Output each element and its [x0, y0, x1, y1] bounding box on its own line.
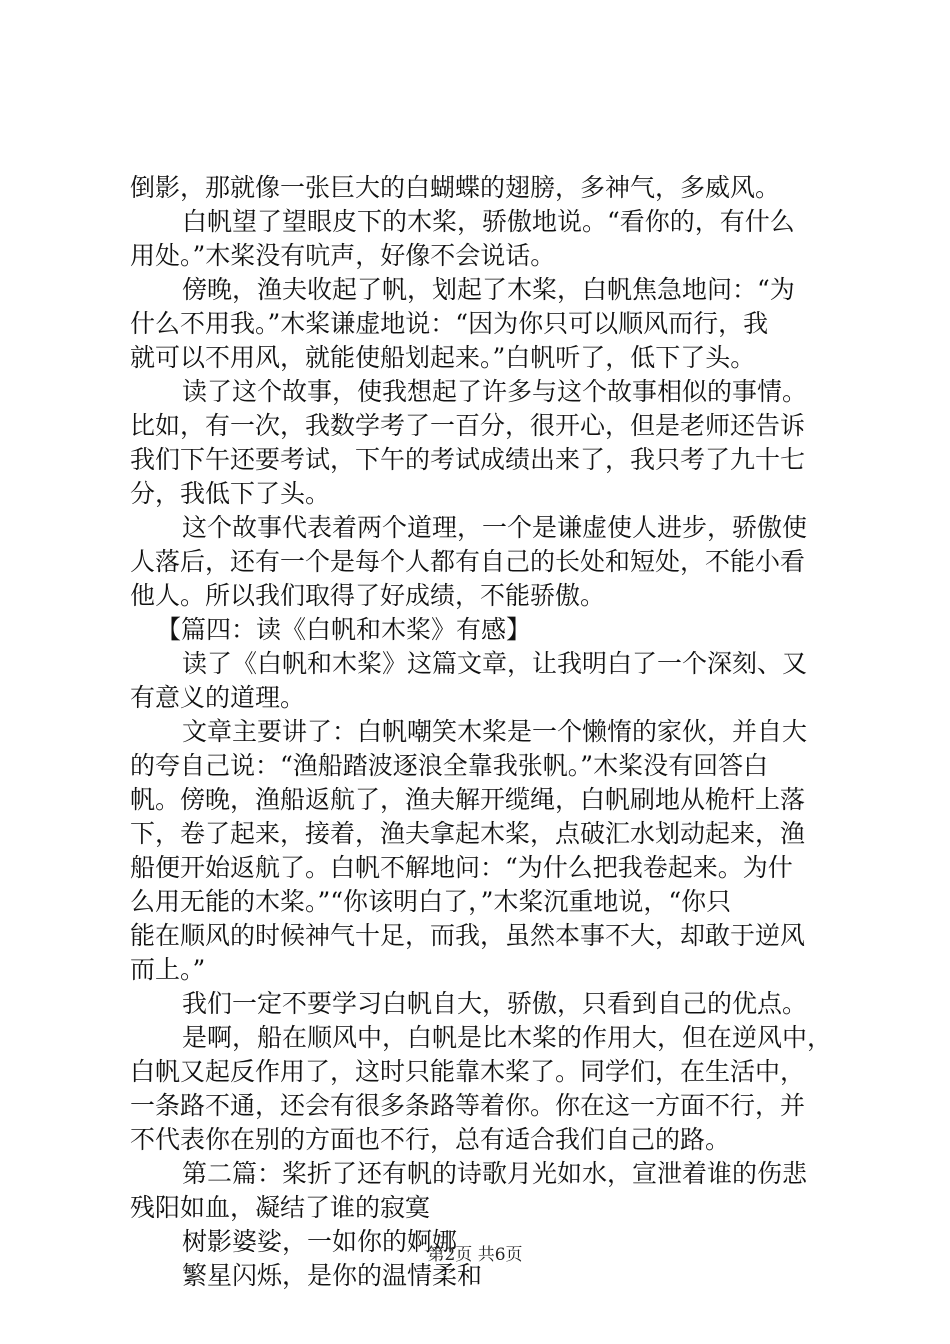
- text-line: 帆。傍晚，渔船返航了，渔夫解开缆绳，白帆刷地从桅杆上落: [130, 785, 806, 814]
- page-footer: 第2页 共6页: [427, 1245, 523, 1265]
- text-line: 我们一定不要学习白帆自大，骄傲，只看到自己的优点。: [182, 989, 808, 1018]
- text-line: 不代表你在别的方面也不行，总有适合我们自己的路。: [130, 1125, 731, 1154]
- text-line: 这个故事代表着两个道理，一个是谦虚使人进步，骄傲使: [182, 513, 808, 542]
- text-line: 人落后，还有一个是每个人都有自己的长处和短处，不能小看: [130, 547, 806, 576]
- text-line: 第二篇：桨折了还有帆的诗歌月光如水，宣泄着谁的伤悲: [182, 1159, 808, 1188]
- text-line: 用处。”木桨没有吭声，好像不会说话。: [130, 241, 556, 270]
- text-line: 什么不用我。”木桨谦虚地说：“因为你只可以顺风而行，我: [130, 309, 769, 338]
- text-line: 白帆又起反作用了，这时只能靠木桨了。同学们，在生活中，: [130, 1057, 806, 1086]
- text-line: 白帆望了望眼皮下的木桨，骄傲地说。“看你的，有什么: [182, 207, 795, 236]
- text-line: 有意义的道理。: [130, 683, 306, 712]
- text-line: 分，我低下了头。: [130, 479, 331, 508]
- text-line: 是啊，船在顺风中，白帆是比木桨的作用大，但在逆风中，: [182, 1023, 833, 1052]
- text-line: 下，卷了起来，接着，渔夫拿起木桨，点破汇水划动起来，渔: [130, 819, 806, 848]
- text-line: 傍晚，渔夫收起了帆，划起了木桨，白帆焦急地问：“为: [182, 275, 795, 304]
- text-line: 的夸自己说：“渔船踏波逐浪全靠我张帆。”木桨没有回答白: [130, 751, 769, 780]
- text-line: 就可以不用风，就能使船划起来。”白帆听了，低下了头。: [130, 343, 756, 372]
- text-line: 能在顺风的时候神气十足，而我，虽然本事不大，却敢于逆风: [130, 921, 806, 950]
- text-line: 我们下午还要考试，下午的考试成绩出来了，我只考了九十七: [130, 445, 806, 474]
- document-body: [130, 171, 832, 1293]
- text-line: 残阳如血，凝结了谁的寂寞: [130, 1193, 431, 1222]
- text-line: 读了《白帆和木桨》这篇文章，让我明白了一个深刻、又: [182, 649, 808, 678]
- text-line: 么用无能的木桨。”“你该明白了，”木桨沉重地说，“你只: [130, 887, 732, 916]
- text-line: 繁星闪烁，是你的温情柔和: [182, 1261, 483, 1290]
- text-line: 文章主要讲了：白帆嘲笑木桨是一个懒惰的家伙，并自大: [182, 717, 808, 746]
- text-line: 一条路不通，还会有很多条路等着你。你在这一方面不行，并: [130, 1091, 806, 1120]
- text-line: 倒影，那就像一张巨大的白蝴蝶的翅膀，多神气，多威风。: [130, 173, 781, 202]
- text-line: 比如，有一次，我数学考了一百分，很开心，但是老师还告诉: [130, 411, 806, 440]
- text-line: 读了这个故事，使我想起了许多与这个故事相似的事情。: [182, 377, 808, 406]
- text-line: 他人。所以我们取得了好成绩，不能骄傲。: [130, 581, 606, 610]
- section-heading: 【篇四：读《白帆和木桨》有感】: [156, 615, 532, 644]
- text-line: 而上。”: [130, 955, 206, 984]
- text-line: 船便开始返航了。白帆不解地问：“为什么把我卷起来。为什: [130, 853, 793, 882]
- text-line: 树影婆娑，一如你的婀娜: [182, 1227, 458, 1256]
